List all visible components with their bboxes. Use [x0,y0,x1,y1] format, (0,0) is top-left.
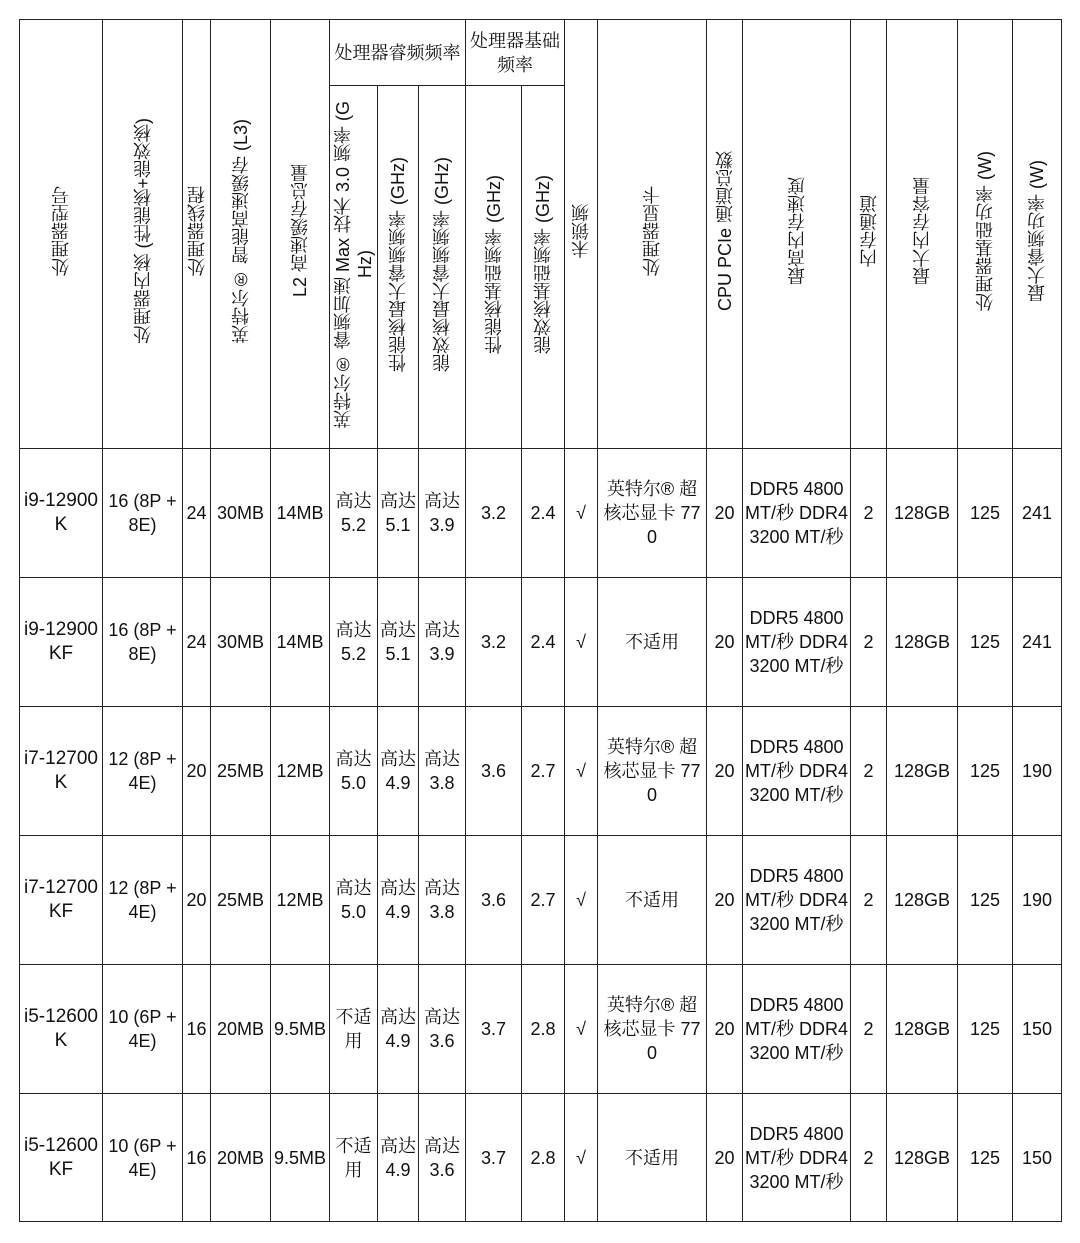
cell-model: i7-12700K [20,707,103,836]
header-turbo-max-3: 英特尔® 睿频加速 Max 技术 3.0 频率 (GHz) [330,86,378,449]
header-e-core-max-turbo: 能效核最大睿频频率 (GHz) [419,86,466,449]
cell-threads: 16 [183,1094,211,1222]
cell-base-power: 125 [958,449,1013,578]
cell-memory-channels: 2 [851,1094,887,1222]
cell-l2-cache: 14MB [271,578,330,707]
cell-base-power: 125 [958,836,1013,965]
cell-unlocked: √ [565,836,598,965]
cell-graphics: 不适用 [598,836,707,965]
cell-memory-channels: 2 [851,449,887,578]
header-unlocked: 未锁频 [565,20,598,449]
header-p-core-max-turbo: 性能核最大睿频频率 (GHz) [378,86,419,449]
header-cores: 处理器内核 (性能核+能效核) [103,20,183,449]
cell-base-power: 125 [958,707,1013,836]
cell-memory-speed: DDR5 4800 MT/秒 DDR4 3200 MT/秒 [743,1094,851,1222]
cell-e-core-base: 2.7 [522,707,565,836]
table-row [20,836,1062,965]
cell-l3-cache: 30MB [211,578,271,707]
cell-threads: 24 [183,578,211,707]
cell-turbo-power: 150 [1013,1094,1062,1222]
cell-e-core-max-turbo: 高达 3.9 [419,449,466,578]
cell-max-memory: 128GB [887,578,958,707]
cell-l2-cache: 9.5MB [271,965,330,1094]
cell-turbo-power: 190 [1013,707,1062,836]
cell-pcie-lanes: 20 [707,449,743,578]
header-memory-speed: 最高内存速度 [743,20,851,449]
cell-threads: 20 [183,836,211,965]
cell-base-power: 125 [958,1094,1013,1222]
cell-pcie-lanes: 20 [707,707,743,836]
cell-p-core-base: 3.2 [466,578,522,707]
cell-max-memory: 128GB [887,449,958,578]
cell-cores: 16 (8P + 8E) [103,578,183,707]
header-base-power: 处理器基础功率 (W) [958,20,1013,449]
cell-unlocked: √ [565,1094,598,1222]
cell-pcie-lanes: 20 [707,836,743,965]
cell-graphics: 不适用 [598,1094,707,1222]
header-pcie-lanes: CPU PCIe 通道总数 [707,20,743,449]
cell-p-core-base: 3.7 [466,1094,522,1222]
cell-turbo-max-3: 高达 5.0 [330,707,378,836]
cell-p-core-base: 3.6 [466,836,522,965]
cell-max-memory: 128GB [887,1094,958,1222]
cell-e-core-base: 2.4 [522,449,565,578]
cell-l3-cache: 20MB [211,965,271,1094]
cell-threads: 24 [183,449,211,578]
processor-spec-table [19,19,1062,1222]
header-e-core-base: 能效核基础频率 (GHz) [522,86,565,449]
header-memory-channels: 内存通道 [851,20,887,449]
cell-cores: 12 (8P + 4E) [103,707,183,836]
cell-l2-cache: 12MB [271,707,330,836]
cell-cores: 16 (8P + 8E) [103,449,183,578]
cell-unlocked: √ [565,707,598,836]
cell-turbo-max-3: 不适用 [330,1094,378,1222]
cell-model: i7-12700KF [20,836,103,965]
cell-cores: 12 (8P + 4E) [103,836,183,965]
header-l2-cache: L2 高速缓存总量 [271,20,330,449]
cell-graphics: 英特尔® 超核芯显卡 770 [598,707,707,836]
cell-e-core-base: 2.8 [522,1094,565,1222]
header-max-memory: 最大内存容量 [887,20,958,449]
cell-unlocked: √ [565,578,598,707]
table-row [20,578,1062,707]
cell-e-core-max-turbo: 高达 3.6 [419,965,466,1094]
cell-turbo-max-3: 高达 5.2 [330,578,378,707]
table-row [20,1094,1062,1222]
header-base-group: 处理器基础频率 [466,20,565,86]
cell-p-core-max-turbo: 高达 5.1 [378,449,419,578]
cell-p-core-max-turbo: 高达 4.9 [378,965,419,1094]
cell-p-core-base: 3.6 [466,707,522,836]
cell-base-power: 125 [958,578,1013,707]
cell-p-core-max-turbo: 高达 4.9 [378,1094,419,1222]
cell-model: i5-12600KF [20,1094,103,1222]
cell-max-memory: 128GB [887,965,958,1094]
cell-base-power: 125 [958,965,1013,1094]
cell-e-core-max-turbo: 高达 3.8 [419,836,466,965]
cell-e-core-max-turbo: 高达 3.8 [419,707,466,836]
cell-max-memory: 128GB [887,836,958,965]
cell-model: i9-12900K [20,449,103,578]
cell-l3-cache: 25MB [211,707,271,836]
cell-l2-cache: 9.5MB [271,1094,330,1222]
table-row [20,965,1062,1094]
cell-turbo-max-3: 高达 5.2 [330,449,378,578]
cell-model: i5-12600K [20,965,103,1094]
cell-memory-channels: 2 [851,578,887,707]
cell-l2-cache: 12MB [271,836,330,965]
cell-e-core-base: 2.4 [522,578,565,707]
cell-memory-channels: 2 [851,707,887,836]
cell-memory-channels: 2 [851,965,887,1094]
cell-graphics: 英特尔® 超核芯显卡 770 [598,965,707,1094]
cell-memory-speed: DDR5 4800 MT/秒 DDR4 3200 MT/秒 [743,707,851,836]
cell-memory-speed: DDR5 4800 MT/秒 DDR4 3200 MT/秒 [743,578,851,707]
header-threads: 处理器线程 [183,20,211,449]
cell-e-core-max-turbo: 高达 3.9 [419,578,466,707]
cell-turbo-power: 241 [1013,449,1062,578]
cell-unlocked: √ [565,449,598,578]
cell-p-core-max-turbo: 高达 4.9 [378,836,419,965]
cell-p-core-max-turbo: 高达 5.1 [378,578,419,707]
cell-e-core-base: 2.7 [522,836,565,965]
cell-l2-cache: 14MB [271,449,330,578]
cell-graphics: 不适用 [598,578,707,707]
header-graphics: 处理器显卡 [598,20,707,449]
cell-p-core-base: 3.2 [466,449,522,578]
cell-memory-speed: DDR5 4800 MT/秒 DDR4 3200 MT/秒 [743,449,851,578]
cell-unlocked: √ [565,965,598,1094]
cell-pcie-lanes: 20 [707,965,743,1094]
header-l3-cache: 英特尔® 智能高速缓存 (L3) [211,20,271,449]
cell-l3-cache: 30MB [211,449,271,578]
cell-turbo-power: 190 [1013,836,1062,965]
cell-turbo-power: 241 [1013,578,1062,707]
cell-cores: 10 (6P + 4E) [103,965,183,1094]
cell-p-core-max-turbo: 高达 4.9 [378,707,419,836]
cell-l3-cache: 25MB [211,836,271,965]
cell-l3-cache: 20MB [211,1094,271,1222]
table-row [20,707,1062,836]
cell-turbo-power: 150 [1013,965,1062,1094]
header-p-core-base: 性能核基础频率 (GHz) [466,86,522,449]
cell-threads: 20 [183,707,211,836]
cell-memory-speed: DDR5 4800 MT/秒 DDR4 3200 MT/秒 [743,836,851,965]
cell-graphics: 英特尔® 超核芯显卡 770 [598,449,707,578]
header-turbo-power: 最大睿频功率 (W) [1013,20,1062,449]
cell-turbo-max-3: 不适用 [330,965,378,1094]
cell-max-memory: 128GB [887,707,958,836]
cell-pcie-lanes: 20 [707,1094,743,1222]
cell-memory-speed: DDR5 4800 MT/秒 DDR4 3200 MT/秒 [743,965,851,1094]
cell-cores: 10 (6P + 4E) [103,1094,183,1222]
header-model: 处理器型号 [20,20,103,449]
cell-pcie-lanes: 20 [707,578,743,707]
cell-e-core-max-turbo: 高达 3.6 [419,1094,466,1222]
header-turbo-group: 处理器睿频频率 [330,20,466,86]
cell-model: i9-12900KF [20,578,103,707]
cell-p-core-base: 3.7 [466,965,522,1094]
cell-threads: 16 [183,965,211,1094]
cell-turbo-max-3: 高达 5.0 [330,836,378,965]
cell-memory-channels: 2 [851,836,887,965]
cell-e-core-base: 2.8 [522,965,565,1094]
table-row [20,449,1062,578]
